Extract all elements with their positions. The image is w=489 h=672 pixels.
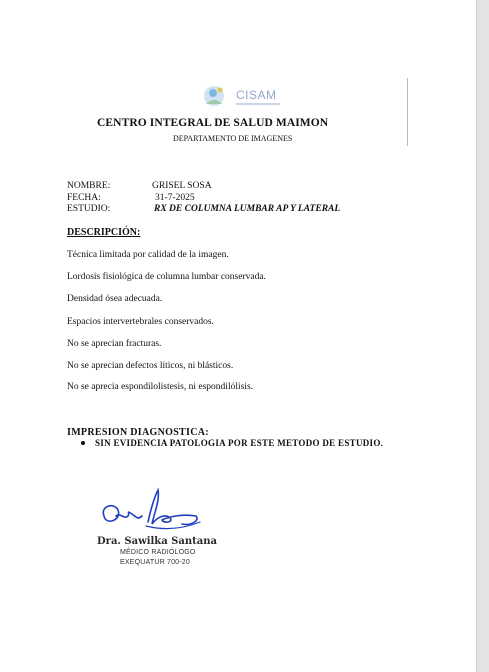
department-name: DEPARTAMENTO DE IMAGENES [173,134,293,143]
bullet-icon [81,441,85,445]
vertical-scrollbar[interactable] [476,0,489,672]
description-line: No se aprecia espondilolistesis, ni espondilólisis. [67,382,254,392]
handwritten-signature-icon [96,486,206,536]
date-label: FECHA: [67,193,101,203]
organization-name: CENTRO INTEGRAL DE SALUD MAIMON [97,117,329,129]
date-value: 31-7-2025 [155,193,195,203]
impression-item-text: SIN EVIDENCIA PATOLOGIA POR ESTE METODO DE ESTUDIO. [95,438,384,448]
impression-heading: IMPRESION DIAGNOSTICA: [67,427,209,438]
name-value: GRISEL SOSA [152,181,212,191]
logo-text: CISAM [236,88,277,102]
impression-item [81,438,383,448]
name-label: NOMBRE: [67,181,111,191]
description-heading: DESCRIPCIÓN: [67,227,141,238]
description-line: Lordosis fisiológica de columna lumbar conservada. [67,272,266,282]
header-divider [407,78,408,146]
description-line: Densidad ósea adecuada. [67,294,163,304]
study-value: RX DE COLUMNA LUMBAR AP Y LATERAL [154,204,341,214]
logo-tagline-bar [236,103,280,105]
doctor-name: Dra. Sawilka Santana [97,536,217,547]
description-line: Espacios intervertebrales conservados. [67,317,214,327]
doctor-role: MÉDICO RADIÓLOGO [120,549,196,556]
description-line: Técnica limitada por calidad de la imagen. [67,250,229,260]
doctor-exequatur: EXEQUATUR 700-20 [120,559,190,566]
description-line: No se aprecian defectos líticos, ni blásticos. [67,361,234,371]
study-label: ESTUDIO: [67,204,111,214]
description-line: No se aprecian fracturas. [67,339,162,349]
